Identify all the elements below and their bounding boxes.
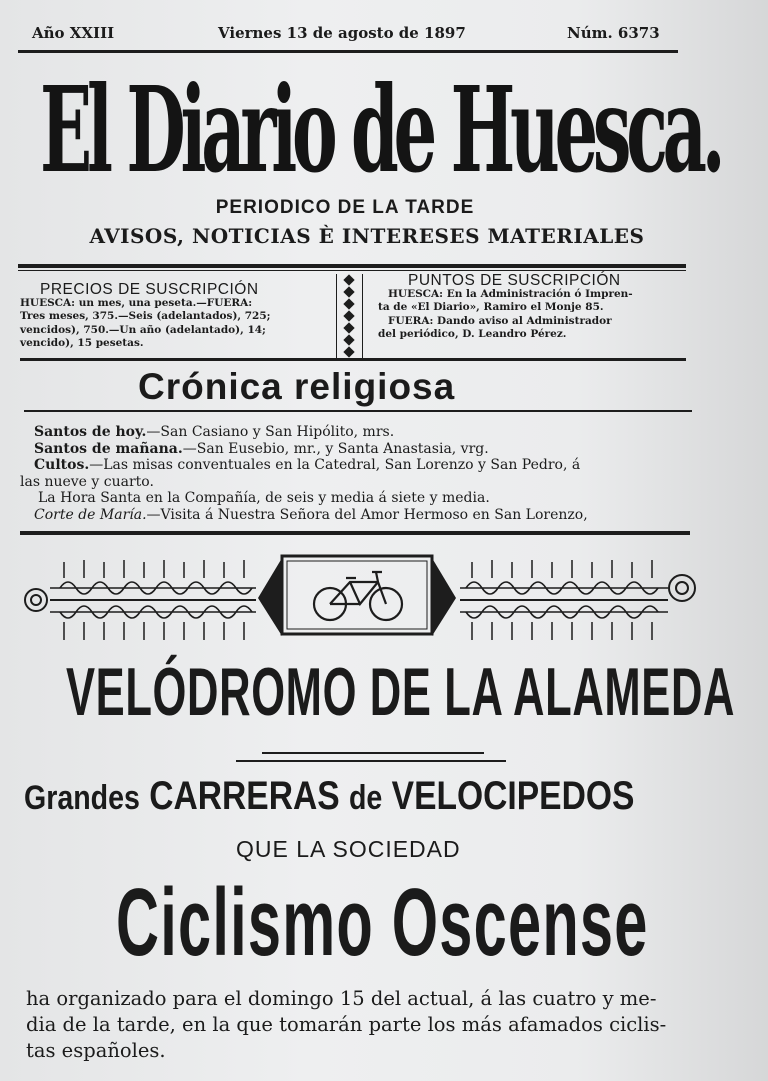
corte-label: Corte de María. <box>34 506 147 523</box>
advert-headline: VELÓDROMO DE LA ALAMEDA <box>66 654 736 730</box>
races-word-grandes: Grandes <box>24 779 140 817</box>
right-ornament <box>460 560 695 640</box>
column-divider-ornament <box>341 274 357 360</box>
subscription-top-rule <box>18 264 686 268</box>
advert-top-rule <box>20 531 690 535</box>
saints-tomorrow-label: Santos de mañana. <box>34 440 183 457</box>
prices-line: Tres meses, 375.—Seis (adelantados), 725; <box>20 310 271 322</box>
ornamental-bicycle-band <box>20 548 700 642</box>
subscription-bottom-rule <box>20 358 686 361</box>
points-line: ta de «El Diario», Ramiro el Monje 85. <box>378 301 604 313</box>
points-box <box>378 274 690 342</box>
races-word-velocipedos: VELOCIPEDOS <box>391 774 635 818</box>
column-divider-line <box>362 274 363 360</box>
column-divider-line <box>336 274 337 360</box>
newspaper-title: El Diario de Huesca. <box>40 60 721 199</box>
corte-line <box>34 507 699 524</box>
advert-body <box>26 986 726 1064</box>
prices-box <box>20 283 340 351</box>
prices-line: vencido), 15 pesetas. <box>20 337 144 349</box>
hora-santa-line: La Hora Santa en la Compañía, de seis y media á siete y media. <box>38 490 490 506</box>
newspaper-subtitle: PERIODICO DE LA TARDE <box>215 197 475 218</box>
saints-today-text: —San Casiano y San Hipólito, mrs. <box>146 424 395 440</box>
cultos-label: Cultos. <box>34 457 90 473</box>
advert-body-line: ha organizado para el domingo 15 del actual, á las cuatro y me- <box>26 987 657 1010</box>
prices-line: HUESCA: un mes, una peseta.—FUERA: <box>20 296 253 309</box>
cultos-line <box>34 457 699 474</box>
corte-text: —Visita á Nuestra Señora del Amor Hermoso en San Lorenzo, <box>146 506 588 523</box>
points-line: FUERA: Dando aviso al Administrador <box>388 314 612 327</box>
advert-body-line: tas españoles. <box>26 1039 166 1062</box>
society-name: Ciclismo Oscense <box>116 869 649 976</box>
prices-line: vencidos), 750.—Un año (adelantado), 14; <box>20 323 266 336</box>
issue-number: Núm. 6373 <box>567 24 660 42</box>
issue-date: Viernes 13 de agosto de 1897 <box>218 24 466 42</box>
chronicle-body <box>20 424 699 523</box>
points-line: HUESCA: En la Administración ó Impren- <box>388 287 633 300</box>
bicycle-icon <box>314 572 402 620</box>
races-line <box>24 774 635 819</box>
cultos-text: —Las misas conventuales en la Catedral, San Lorenzo y San Pedro, á <box>89 457 581 473</box>
races-word-carreras: CARRERAS <box>149 774 340 818</box>
points-heading: PUNTOS DE SUSCRIPCIÓN <box>408 272 621 289</box>
advert-body-line: dia de la tarde, en la que tomarán parte los más afamados ciclis- <box>26 1013 667 1036</box>
prices-heading: PRECIOS DE SUSCRIPCIÓN <box>40 281 259 298</box>
issue-year: Año XXIII <box>32 24 115 42</box>
left-ornament <box>25 560 256 640</box>
masthead-top-rule <box>18 50 678 53</box>
saints-tomorrow-text: —San Eusebio, mr., y Santa Anastasia, vrg. <box>182 440 489 457</box>
chronicle-rule <box>24 410 692 412</box>
headline-underline-2 <box>236 760 506 762</box>
races-word-de: de <box>348 779 383 817</box>
newspaper-tagline: AVISOS, NOTICIAS È INTERESES MATERIALES <box>89 224 645 248</box>
saints-today-line <box>34 424 699 441</box>
headline-underline <box>262 752 484 754</box>
saints-tomorrow-line <box>34 441 699 458</box>
que-la-sociedad: QUE LA SOCIEDAD <box>236 836 461 862</box>
cultos-line-2: las nueve y cuarto. <box>20 473 154 490</box>
masthead-info-line <box>30 22 670 48</box>
saints-today-label: Santos de hoy. <box>34 424 147 440</box>
points-line: del periódico, D. Leandro Pérez. <box>378 328 567 340</box>
subscription-top-rule-thin <box>18 270 686 271</box>
chronicle-heading: Crónica religiosa <box>138 366 456 407</box>
